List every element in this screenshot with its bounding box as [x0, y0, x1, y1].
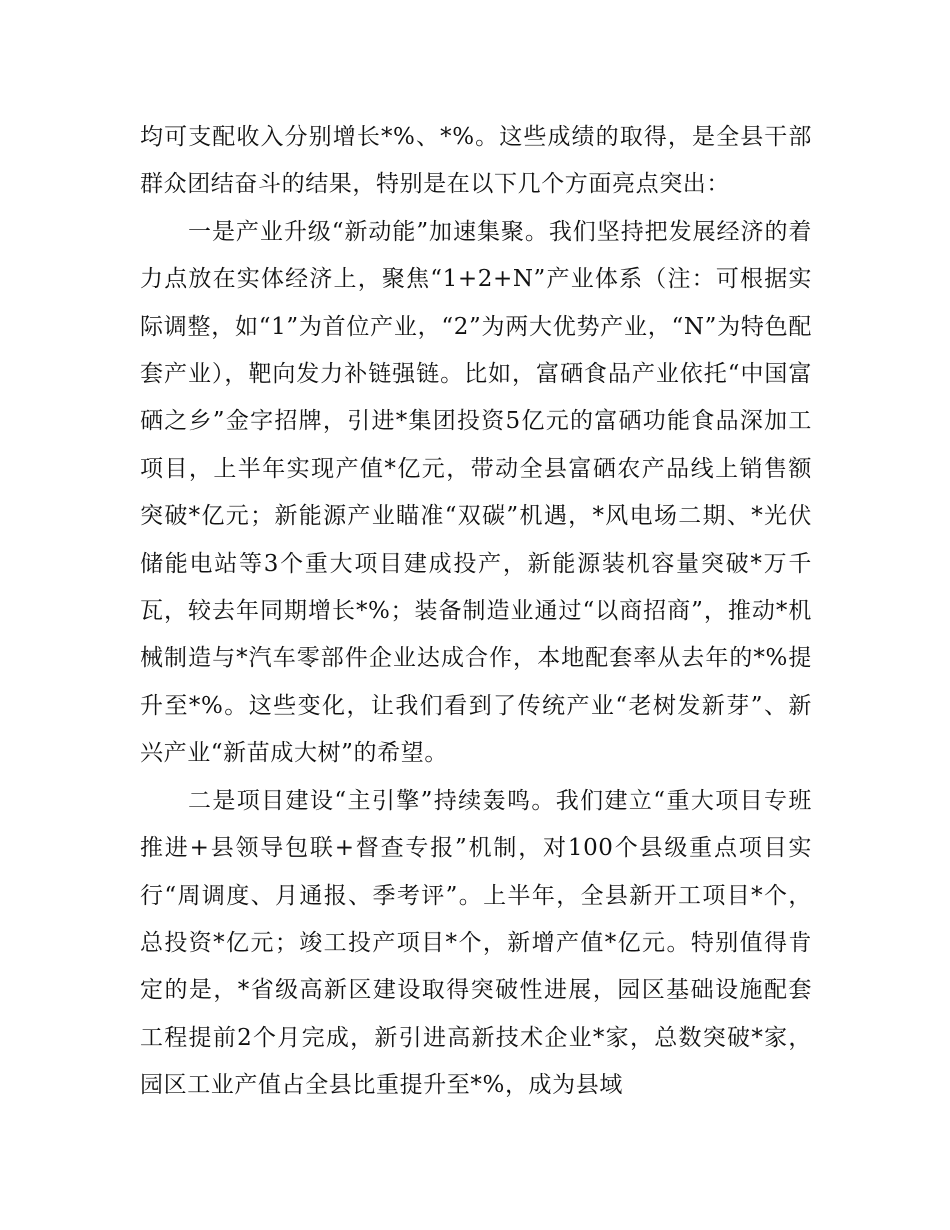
document-body	[140, 114, 812, 1110]
paragraph-industry-upgrade: 一是产业升级“新动能”加速集聚。我们坚持把发展经济的着力点放在实体经济上，聚焦“1+2+N”产业体系（注：可根据实际调整，如“1”为首位产业，“2”为两大优势产业，“N”为特色配套产业），靶向发力补链强链。比如，富硒食品产业依托“中国富硒之乡”金字招牌，引进*集团投资5亿元的富硒功能食品深加工项目，上半年实现产值*亿元，带动全县富硒农产品线上销售额突破*亿元；新能源产业瞄准“双碳”机遇，*风电场二期、*光伏储能电站等3个重大项目建成投产，新能源装机容量突破*万千瓦，较去年同期增长*%；装备制造业通过“以商招商”，推动*机械制造与*汽车零部件企业达成合作，本地配套率从去年的*%提升至*%。这些变化，让我们看到了传统产业“老树发新芽”、新兴产业“新苗成大树”的希望。	[140, 218, 812, 767]
paragraph-project-construction: 二是项目建设“主引擎”持续轰鸣。我们建立“重大项目专班推进+县领导包联+督查专报”机制，对100个县级重点项目实行“周调度、月通报、季考评”。上半年，全县新开工项目*个，总投资*亿元；竣工投产项目*个，新增产值*亿元。特别值得肯定的是，*省级高新区建设取得突破性进展，园区基础设施配套工程提前2个月完成，新引进高新技术企业*家，总数突破*家，园区工业产值占全县比重提升至*%，成为县域	[140, 787, 812, 1099]
paragraph-continuation: 均可支配收入分别增长*%、*%。这些成绩的取得，是全县干部群众团结奋斗的结果，特别是在以下几个方面亮点突出：	[140, 124, 812, 198]
